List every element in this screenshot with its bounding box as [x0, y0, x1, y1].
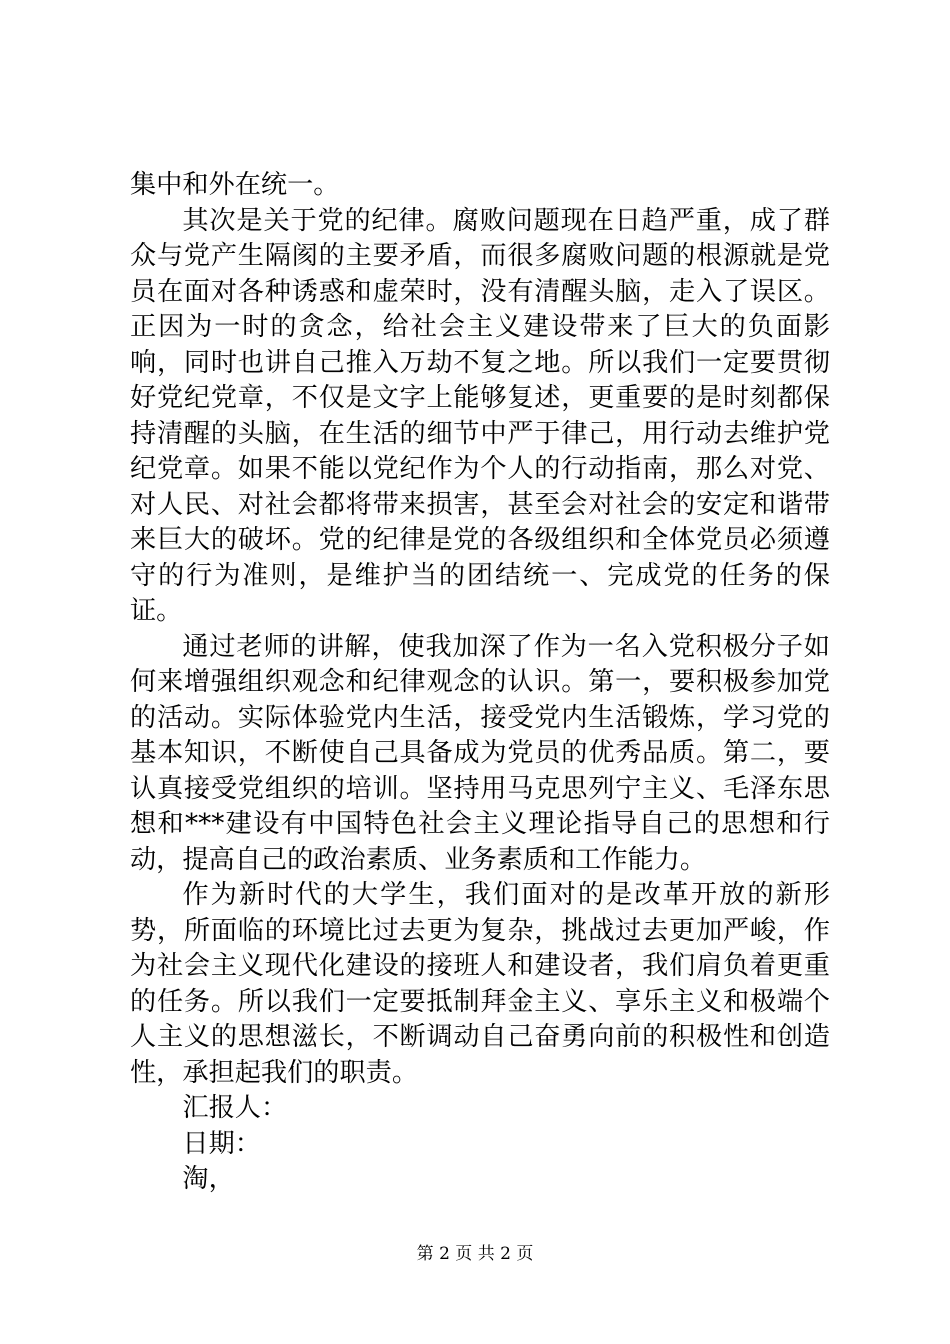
document-body — [130, 168, 830, 1198]
signature-reporter: 汇报人： — [182, 1093, 288, 1123]
signature-date: 日期： — [182, 1128, 261, 1159]
paragraph-teacher-lecture: 通过老师的讲解，使我加深了作为一名入党积极分子如何来增强组织观念和纪律观念的认识。第一，要积极参加党的活动。实际体验党内生活，接受党内生活锻炼，学习党的基本知识，不断使自己具备成为党员的优秀品质。第二，要认真接受党组织的培训。坚持用马克思列宁主义、毛泽东思想和***建设有中国特色社会主义理论指导自己的思想和行动，提高自己的政治素质、业务素质和工作能力。 — [130, 631, 830, 875]
page-footer: 第 2 页 共 2 页 — [416, 1244, 534, 1264]
paragraph-continuation: 集中和外在统一。 — [130, 170, 340, 200]
paragraph-party-discipline: 其次是关于党的纪律。腐败问题现在日趋严重，成了群众与党产生隔阂的主要矛盾，而很多腐败问题的根源就是党员在面对各种诱惑和虚荣时，没有清醒头脑，走入了误区。正因为一时的贪念，给社会主义建设带来了巨大的负面影响，同时也讲自己推入万劫不复之地。所以我们一定要贯彻好党纪党章，不仅是文字上能够复述，更重要的是时刻都保持清醒的头脑，在生活的细节中严于律己，用行动去维护党纪党章。如果不能以党纪作为个人的行动指南，那么对党、对人民、对社会都将带来损害，甚至会对社会的安定和谐带来巨大的破坏。党的纪律是党的各级组织和全体党员必须遵守的行为准则，是维护当的团结统一、完成党的任务的保证。 — [130, 205, 830, 626]
signature-extra: 淘， — [182, 1164, 235, 1194]
paragraph-new-era-students: 作为新时代的大学生，我们面对的是改革开放的新形势，所面临的环境比过去更为复杂，挑战过去更加严峻，作为社会主义现代化建设的接班人和建设者，我们肩负着更重的任务。所以我们一定要抵制拜金主义、享乐主义和极端个人主义的思想滋长，不断调动自己奋勇向前的积极性和创造性，承担起我们的职责。 — [130, 880, 830, 1088]
